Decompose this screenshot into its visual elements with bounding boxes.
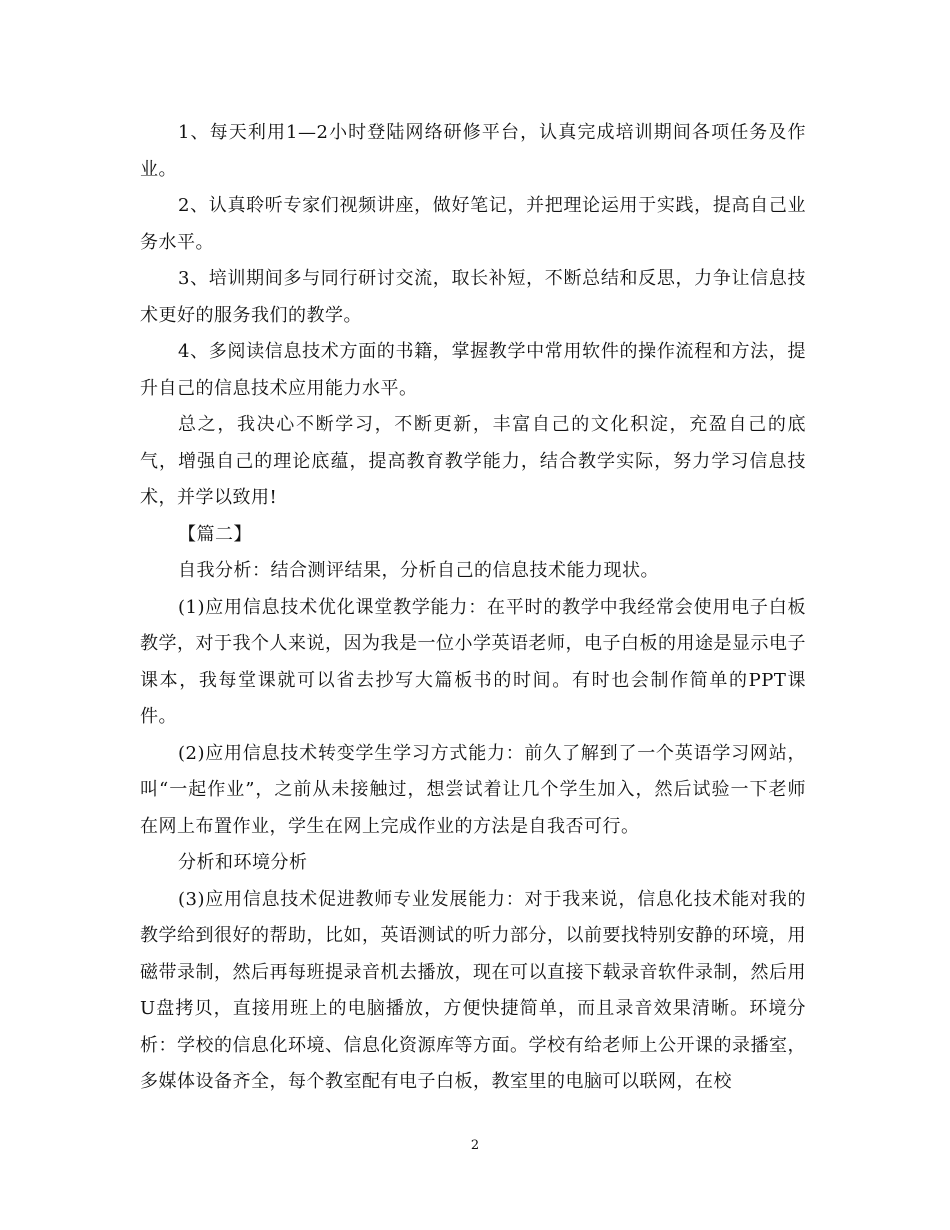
page-number: 2 — [470, 1138, 480, 1153]
paragraph-2: 2、认真聆听专家们视频讲座，做好笔记，并把理论运用于实践，提高自己业务水平。 — [140, 195, 806, 253]
section-heading: 【篇二】 — [178, 523, 252, 545]
paragraph-item-1: (1)应用信息技术优化课堂教学能力：在平时的教学中我经常会使用电子白板教学，对于我个人来说，因为我是一位小学英语老师，电子白板的用途是显示电子课本，我每堂课就可以省去抄写大篇板书的时间。有时也会制作简单的PPT课件。 — [140, 596, 806, 727]
subheading-analysis: 分析和环境分析 — [178, 852, 308, 873]
paragraph-4: 4、多阅读信息技术方面的书籍，掌握教学中常用软件的操作流程和方法，提升自己的信息技术应用能力水平。 — [140, 341, 806, 399]
paragraph-self-analysis: 自我分析：结合测评结果，分析自己的信息技术能力现状。 — [178, 560, 659, 581]
paragraph-item-2: (2)应用信息技术转变学生学习方式能力：前久了解到了一个英语学习网站，叫“一起作业”，之前从未接触过，想尝试着让几个学生加入，然后试验一下老师在网上布置作业，学生在网上完成作业的方法是自我否可行。 — [140, 742, 806, 837]
paragraph-summary: 总之，我决心不断学习，不断更新，丰富自己的文化积淀，充盈自己的底气，增强自己的理论底蕴，提高教育教学能力，结合教学实际，努力学习信息技术，并学以致用! — [140, 414, 806, 508]
paragraph-item-3: (3)应用信息技术促进教师专业发展能力：对于我来说，信息化技术能对我的教学给到很好的帮助，比如，英语测试的听力部分，以前要找特别安静的环境，用磁带录制，然后再每班提录音机去播放，现在可以直接下载录音软件录制，然后用U盘拷贝，直接用班上的电脑播放，方便快捷简单，而且录音效果清晰。环境分析：学校的信息化环境、信息化资源库等方面。学校有给老师上公开课的录播室，多媒体设备齐全，每个教室配有电子白板，教室里的电脑可以联网，在校 — [140, 888, 806, 1092]
document-body — [140, 115, 806, 1101]
paragraph-3: 3、培训期间多与同行研讨交流，取长补短，不断总结和反思，力争让信息技术更好的服务我们的教学。 — [140, 268, 806, 326]
paragraph-1: 1、每天利用1—2小时登陆网络研修平台，认真完成培训期间各项任务及作业。 — [140, 122, 806, 180]
